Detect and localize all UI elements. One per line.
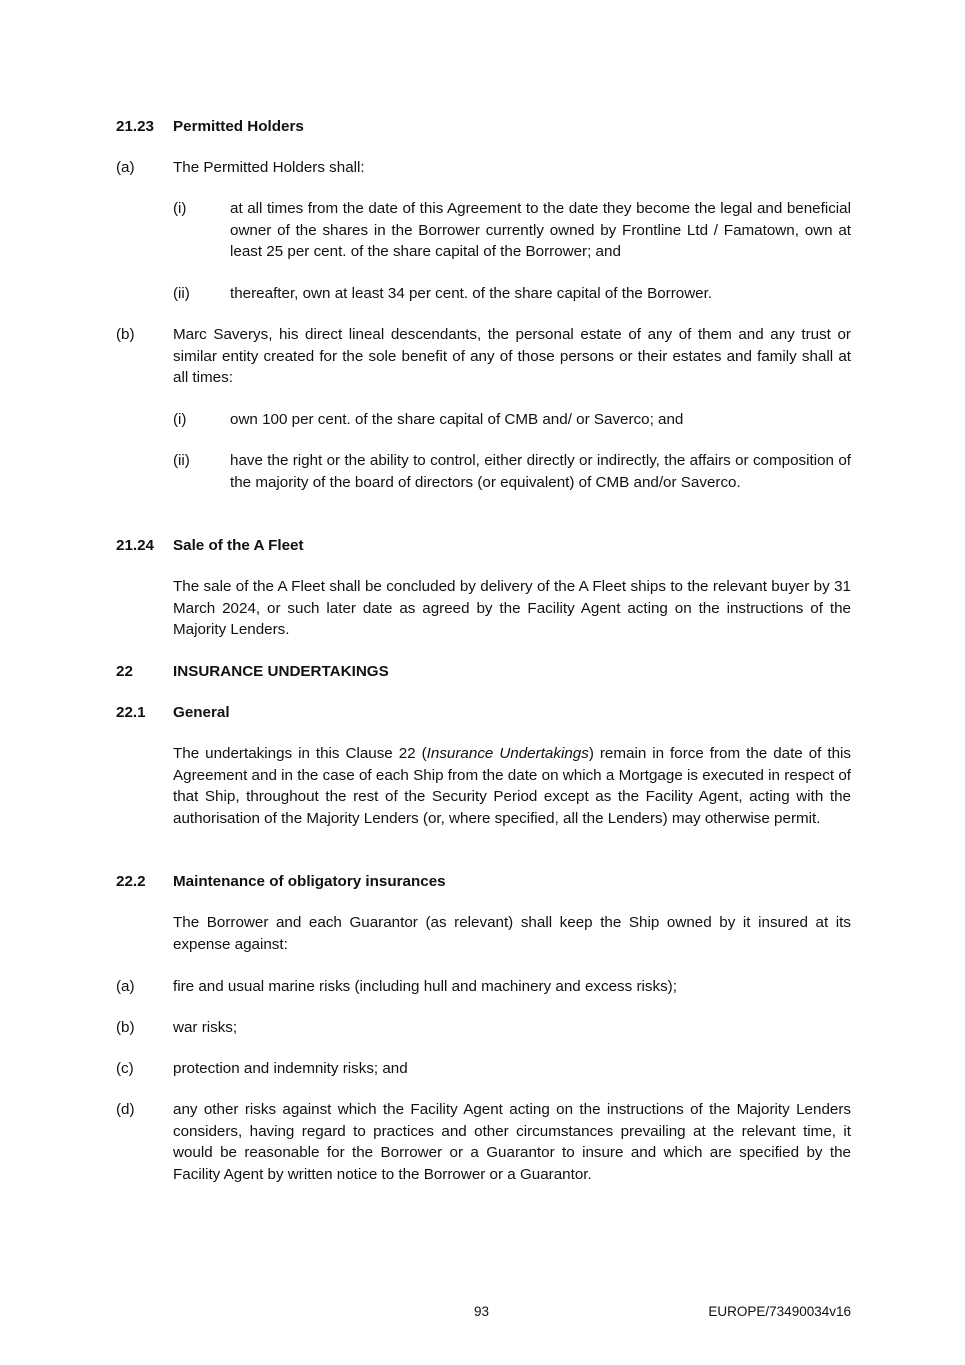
text-run: ) remain in force from the date of this Agreement and in the case of each Ship from the date on which a Mortgage is executed in respect of that Ship, throughout the rest of the Security Period except as the Facility Agent, acting with the authorisation of the Majority Lenders (or, where specified, all the Lenders) may otherwise permit. — [173, 745, 851, 827]
clause-heading: Maintenance of obligatory insurances — [173, 873, 446, 890]
clause-number: 21.24 — [116, 537, 155, 554]
item-label: (a) — [116, 159, 135, 176]
paragraph: The Permitted Holders shall: — [173, 159, 365, 176]
paragraph: protection and indemnity risks; and — [173, 1060, 408, 1077]
clause-number: 22 — [116, 663, 133, 680]
item-label: (a) — [116, 978, 135, 995]
item-label: (d) — [116, 1101, 135, 1118]
paragraph: war risks; — [173, 1019, 238, 1036]
text-run-italic: Insurance Undertakings — [426, 745, 589, 762]
clause-number: 22.1 — [116, 704, 146, 721]
paragraph: The Borrower and each Guarantor (as relevant) shall keep the Ship owned by it insured at its expense against: — [173, 914, 851, 953]
page-number: 93 — [474, 1304, 490, 1319]
item-label: (b) — [116, 1019, 135, 1036]
paragraph: fire and usual marine risks (including hull and machinery and excess risks); — [173, 978, 677, 995]
clause-heading: INSURANCE UNDERTAKINGS — [173, 663, 389, 680]
item-label: (c) — [116, 1060, 134, 1077]
clause-number: 22.2 — [116, 873, 146, 890]
clause-heading: Permitted Holders — [173, 118, 304, 135]
paragraph: Marc Saverys, his direct lineal descendants, the personal estate of any of them and any trust or similar entity created for the sole benefit of any of those persons or their estates and family shall at all times: — [173, 326, 851, 387]
clause-heading: Sale of the A Fleet — [173, 537, 304, 554]
paragraph: have the right or the ability to control, either directly or indirectly, the affairs or composition of the majority of the board of directors (or equivalent) of CMB and/or Saverco. — [230, 452, 851, 491]
text-run: The undertakings in this Clause 22 ( — [173, 745, 427, 762]
subitem-label: (ii) — [173, 285, 190, 302]
clause-heading: General — [173, 704, 230, 721]
subitem-label: (i) — [173, 411, 187, 428]
paragraph: at all times from the date of this Agreement to the date they become the legal and beneficial owner of the shares in the Borrower currently owned by Frontline Ltd / Famatown, own at least 25 per cent. of the share capital of the Borrower; and — [230, 200, 851, 261]
subitem-label: (ii) — [173, 452, 190, 469]
item-label: (b) — [116, 326, 135, 343]
clause-number: 21.23 — [116, 118, 155, 135]
paragraph: own 100 per cent. of the share capital of CMB and/ or Saverco; and — [230, 411, 684, 428]
paragraph: thereafter, own at least 34 per cent. of the share capital of the Borrower. — [230, 285, 713, 302]
subitem-label: (i) — [173, 200, 187, 217]
paragraph: The sale of the A Fleet shall be concluded by delivery of the A Fleet ships to the relevant buyer by 31 March 2024, or such later date as agreed by the Facility Agent acting on the instructions of the Majority Lenders. — [173, 578, 851, 639]
paragraph: any other risks against which the Facility Agent acting on the instructions of the Majority Lenders considers, having regard to practices and other circumstances prevailing at the relevant time, it would be reasonable for the Borrower or a Guarantor to insure and which are specified by the Facility Agent by written notice to the Borrower or a Guarantor. — [173, 1101, 851, 1183]
paragraph — [173, 743, 851, 829]
document-reference: EUROPE/73490034v16 — [708, 1304, 851, 1319]
